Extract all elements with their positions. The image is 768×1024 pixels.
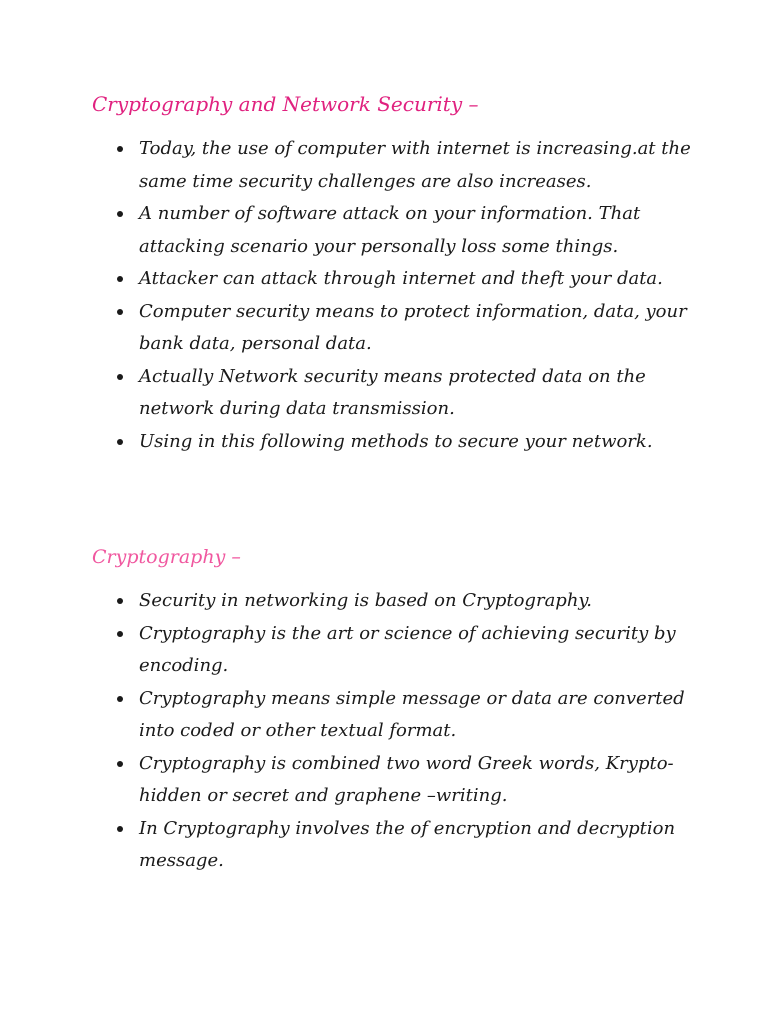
bullet-list <box>92 133 692 458</box>
bullet-icon <box>117 309 123 315</box>
bullet-icon <box>117 761 123 767</box>
list-item-text: Computer security means to protect information, data, your bank data, personal data. <box>139 300 687 354</box>
bullet-icon <box>117 146 123 152</box>
bullet-icon <box>117 276 123 282</box>
section-heading: Cryptography and Network Security – <box>92 92 479 116</box>
list-item <box>92 426 699 459</box>
list-item-text: Attacker can attack through internet and theft your data. <box>139 268 663 289</box>
cryptography-section <box>92 541 692 878</box>
list-item-text: Cryptography is the art or science of achieving security by encoding. <box>139 622 676 676</box>
list-item <box>92 296 699 361</box>
section-heading: Cryptography – <box>92 546 241 568</box>
list-item-text: Cryptography is combined two word Greek words, Krypto- hidden or secret and graphene –writing. <box>139 752 674 806</box>
bullet-icon <box>117 598 123 604</box>
list-item <box>92 585 699 618</box>
bullet-icon <box>117 374 123 380</box>
bullet-icon <box>117 631 123 637</box>
list-item <box>92 683 699 748</box>
list-item <box>92 263 699 296</box>
bullet-icon <box>117 826 123 832</box>
list-item <box>92 361 699 426</box>
bullet-icon <box>117 696 123 702</box>
list-item-text: Actually Network security means protected data on the network during data transmission. <box>139 365 646 419</box>
list-item-text: Security in networking is based on Cryptography. <box>139 590 592 611</box>
list-item-text: Today, the use of computer with internet is increasing.at the same time security challenges are also increases. <box>139 138 691 192</box>
bullet-icon <box>117 439 123 445</box>
list-item <box>92 618 699 683</box>
list-item <box>92 198 699 263</box>
list-item-text: In Cryptography involves the of encryption and decryption message. <box>139 817 676 871</box>
list-item-text: A number of software attack on your information. That attacking scenario your personally loss some things. <box>139 203 641 257</box>
list-item <box>92 813 699 878</box>
list-item <box>92 133 699 198</box>
network-security-section <box>92 88 692 458</box>
list-item-text: Cryptography means simple message or data are converted into coded or other textual format. <box>139 687 685 741</box>
bullet-icon <box>117 211 123 217</box>
bullet-list <box>92 585 692 878</box>
list-item <box>92 748 699 813</box>
list-item-text: Using in this following methods to secure your network. <box>139 430 653 452</box>
